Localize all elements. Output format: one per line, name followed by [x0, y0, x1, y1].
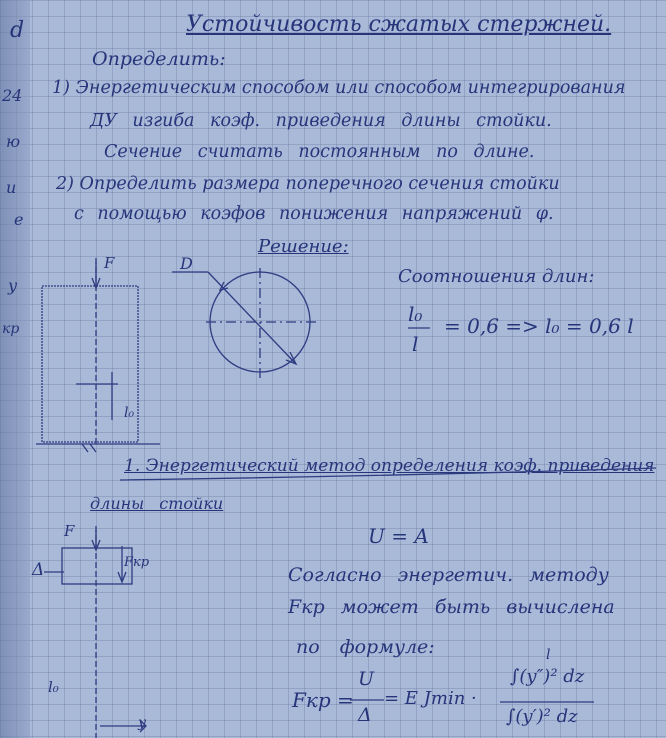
ratio-heading: Соотношения длин:: [398, 266, 595, 287]
ratio-expression: = 0,6 => l₀ = 0,6 l: [444, 314, 634, 338]
page-title: Устойчивость сжатых стержней.: [186, 12, 612, 37]
method-heading-cont: длины стойки: [90, 494, 224, 513]
margin-mark: y: [8, 276, 18, 295]
cross-section-diagram: [172, 268, 316, 378]
fig2-axis-label: y: [138, 715, 146, 731]
formula-denominator: ∫(y′)² dz: [506, 706, 578, 727]
energy-equation: U = A: [368, 524, 429, 548]
margin-mark: d: [10, 18, 25, 43]
fig1-column-diagram: [36, 254, 160, 452]
fig2-column-diagram: [44, 522, 146, 738]
formula-middle: = E Jmin ·: [384, 688, 477, 709]
method-underline: [120, 468, 656, 480]
margin-mark: ю: [6, 132, 21, 151]
task-1-line-2: ДУ изгиба коэф. приведения длины стойки.: [90, 111, 552, 131]
task-2-line-2: с помощью коэфов понижения напряжений φ.: [74, 204, 554, 224]
formula-upper-limit: l: [546, 647, 551, 663]
fig2-critical-force-label: Fкр: [124, 555, 150, 570]
margin-mark: 24: [2, 86, 23, 105]
fig2-length-label: l₀: [48, 678, 59, 696]
ratio-numerator: l₀: [408, 302, 423, 326]
solution-heading: Решение:: [258, 236, 349, 257]
margin-mark: u: [6, 178, 17, 197]
fig2-force-label: F: [64, 522, 75, 540]
ratio-denominator: l: [412, 332, 419, 356]
text-line-1: Согласно энергетич. методу: [288, 564, 609, 586]
task-heading: Определить:: [92, 48, 226, 70]
formula-lhs: Fкр =: [292, 688, 354, 712]
text-line-3: по формуле:: [296, 636, 435, 658]
margin-mark: кр: [2, 321, 20, 337]
section-diameter-label: D: [180, 254, 193, 273]
margin-mark: е: [14, 210, 24, 229]
formula-u: U: [358, 668, 375, 690]
task-2-line-1: 2) Определить размера поперечного сечения стойки: [56, 174, 560, 194]
formula-delta: Δ: [358, 704, 372, 726]
method-heading: 1. Энергетический метод определения коэф. приведения: [124, 456, 655, 476]
fig2-delta-label: Δ: [32, 560, 45, 580]
fig1-length-label: l₀: [124, 405, 135, 421]
text-line-2: Fкр может быть вычислена: [288, 596, 615, 618]
task-1-line-3: Сечение считать постоянным по длине.: [104, 142, 535, 162]
formula-numerator: ∫(y″)² dz: [510, 666, 585, 687]
fig1-force-label: F: [104, 254, 115, 272]
task-1-line-1: 1) Энергетическим способом или способом интегрирования: [52, 78, 626, 98]
